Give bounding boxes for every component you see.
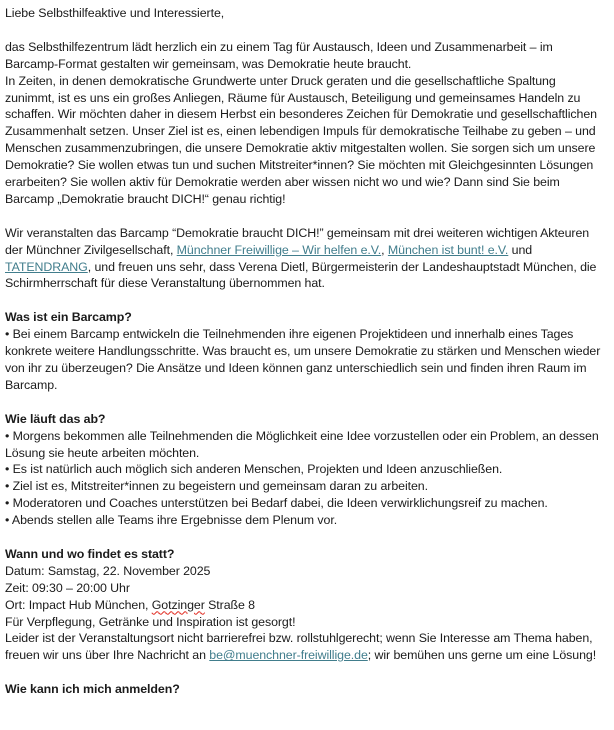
link-muenchen-ist-bunt[interactable]: München ist bunt! e.V. [387,242,509,257]
misspelled-word-gotzinger: Gotzinger [151,597,205,612]
text-run: Leider ist der Veranstaltungsort nicht barrierefrei bzw. rollstuhlgerecht; wenn Sie Interesse am Thema haben, freuen wir uns über Ihre Nachricht an [5,631,593,663]
section-heading-how-it-works: Wie läuft das ab? [5,411,106,426]
blank-line [5,208,605,225]
link-tatendrang[interactable]: TATENDRANG [5,259,88,274]
text-run: , und freuen uns sehr, dass Verena Dietl, Bürgermeisterin der Landeshauptstadt München, die Schirmherrschaft für diese Veranstaltung übernommen hat. [5,259,597,291]
accessibility-line [5,630,605,664]
section-heading-what-is-barcamp: Was ist ein Barcamp? [5,310,132,325]
blank-line [5,292,605,309]
text-run: Ort: Impact Hub München, [5,597,152,612]
link-email[interactable]: be@muenchner-freiwillige.de [209,648,368,663]
what-is-barcamp-body: • Bei einem Barcamp entwickeln die Teilnehmenden ihre eigenen Projektideen und innerhalb eines Tages konkrete weitere Handlungsschritte. Was braucht es, um unsere Demokratie zu stärken und Menschen wieder von ihr zu überzeugen? Die Ansätze und Ideen können ganz unterschiedlich sein und finden ihren Raum im Barcamp. [5,327,601,392]
text-run: ; wir bemühen uns gerne um eine Lösung! [367,648,597,663]
text-run: , [381,242,388,257]
time-line: Zeit: 09:30 – 20:00 Uhr [5,580,130,595]
bullet-item-morgens: • Morgens bekommen alle Teilnehmenden die Möglichkeit eine Idee vorzustellen oder ein Problem, an dessen Lösung sie heute arbeiten möchten. [5,428,599,460]
blank-line [5,394,605,411]
date-line: Datum: Samstag, 22. November 2025 [5,563,211,578]
blank-line [5,664,605,681]
text-run: Straße 8 [204,597,255,612]
intro-paragraph-2: In Zeiten, in denen demokratische Grundwerte unter Druck geraten und die gesellschaftliche Spaltung zunimmt, ist es uns ein großes Anliegen, Räume für Austausch, Beteiligung und gemeinsames Handeln zu schaffen. Wir möchten daher in diesem Herbst ein besonderes Zeichen für Demokratie und gesellschaftlichen Zusammenhalt setzen. Unser Ziel ist es, einen lebendigen Impuls für demokratische Teilhabe zu geben – und Menschen zusammenzubringen, die unsere Demokratie aktiv mitgestalten wollen. Sie sorgen sich um unsere Demokratie? Sie wollen etwas tun und suchen Mitstreiter*innen? Sie möchten mit Gleichgesinnten Lösungen erarbeiten? Sie wollen aktiv für Demokratie werden aber wissen nicht wo und wie? Dann sind Sie beim Barcamp „Demokratie braucht DICH!“ genau richtig! [5,73,597,206]
intro-paragraph-1: das Selbsthilfezentrum lädt herzlich ein zu einem Tag für Austausch, Ideen und Zusammenarbeit – im Barcamp-Format gestalten wir gemeinsam, was Demokratie heute braucht. [5,39,553,71]
blank-line [5,22,605,39]
partners-paragraph [5,225,605,293]
bullet-item-moderatoren: • Moderatoren und Coaches unterstützen bei Bedarf dabei, die Ideen verwirklichungsreif zu machen. [5,496,548,511]
link-muenchner-freiwillige[interactable]: Münchner Freiwillige – Wir helfen e.V. [176,242,382,257]
location-line [5,597,605,614]
catering-line: Für Verpflegung, Getränke und Inspiration ist gesorgt! [5,614,296,629]
text-run: Wir veranstalten das Barcamp “Demokratie braucht DICH!” gemeinsam mit drei weiteren wichtigen Akteuren der Münchner Zivilgesellschaft, [5,225,590,257]
blank-line [5,529,605,546]
bullet-item-abends: • Abends stellen alle Teams ihre Ergebnisse dem Plenum vor. [5,513,338,528]
bullet-item-anschliessen: • Es ist natürlich auch möglich sich anderen Menschen, Projekten und Ideen anzuschließen. [5,462,503,477]
section-heading-when-where: Wann und wo findet es statt? [5,546,175,561]
text-run: und [508,242,533,257]
bullet-item-ziel: • Ziel ist es, Mitstreiter*innen zu begeistern und gemeinsam daran zu arbeiten. [5,479,428,494]
salutation: Liebe Selbsthilfeaktive und Interessierte, [5,6,225,20]
section-heading-register: Wie kann ich mich anmelden? [5,682,180,697]
